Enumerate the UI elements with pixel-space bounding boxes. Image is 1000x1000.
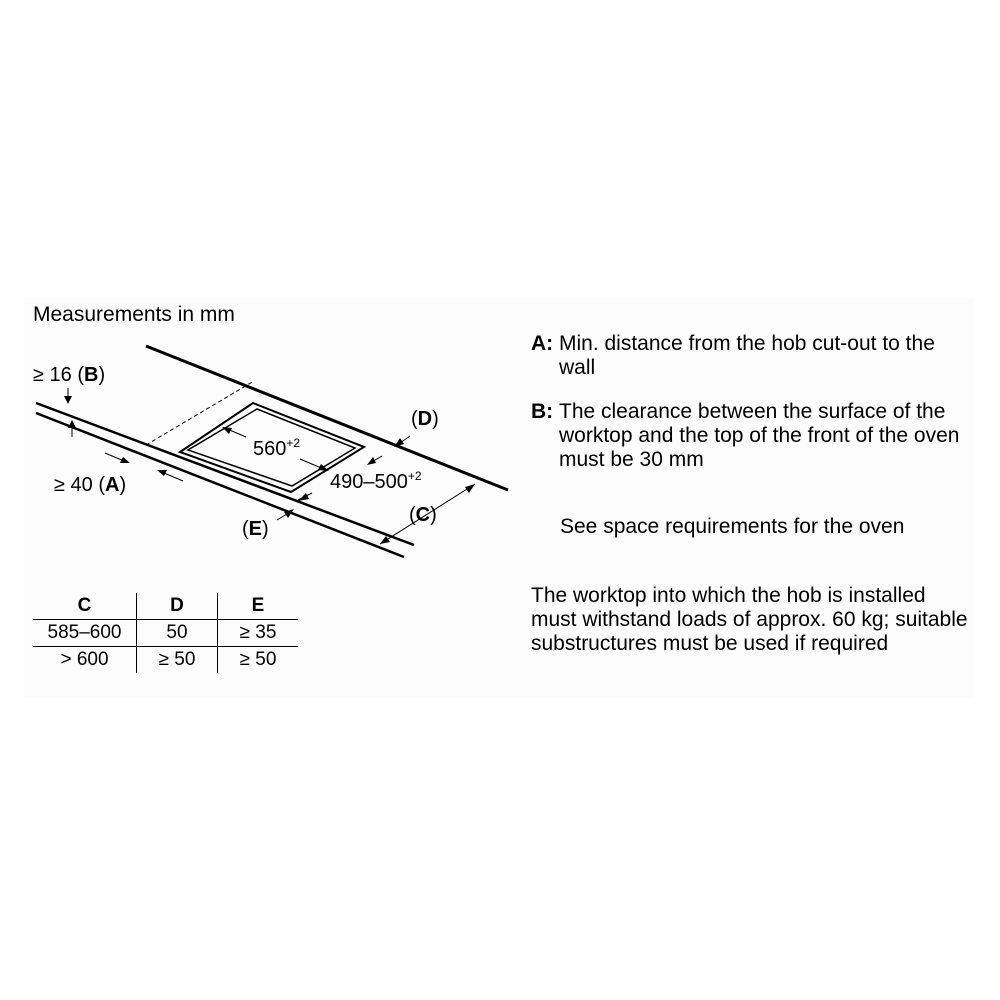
a-arrowhead-right [157, 470, 167, 476]
table-row [33, 620, 298, 647]
table-cell: > 600 [33, 647, 137, 674]
a-arrowhead-left [120, 457, 130, 463]
table-cell: ≥ 35 [218, 620, 299, 647]
table-cell: ≥ 50 [137, 647, 218, 674]
cutout-width-arrowhead-left [222, 427, 232, 434]
space-requirements-note: See space requirements for the oven [560, 515, 905, 538]
note-a [531, 332, 935, 379]
cutout-depth-arrowhead-lower [298, 493, 309, 501]
table-cell: 585–600 [33, 620, 137, 647]
worktop-back-edge [146, 346, 508, 490]
label-d: (D) [411, 408, 439, 430]
label-e: (E) [242, 518, 269, 540]
note-b-text: The clearance between the surface of the worktop and the top of the front of the oven must be 30 mm [559, 400, 960, 471]
note-b-key: B: [531, 400, 554, 423]
e-arrow [277, 514, 287, 520]
page-title: Measurements in mm [33, 303, 235, 326]
table-header-row [33, 593, 298, 620]
table-header-c: C [33, 593, 137, 620]
label-b: ≥ 16 (B) [33, 364, 106, 386]
b-arrowhead-bottom [68, 420, 76, 428]
cutout-width-label: $560^{+2}$ [253, 436, 301, 460]
table-cell: ≥ 50 [239, 649, 277, 670]
worktop-load-note: The worktop into which the hob is installed must withstand loads of approx. 60 kg; suitable substructures must be used if required [531, 584, 968, 655]
note-a-key: A: [531, 332, 554, 355]
a-arrow-left [105, 453, 124, 461]
c-arrowhead-bottom [380, 536, 390, 544]
table-header-e: E [218, 593, 299, 620]
label-c: (C) [409, 504, 437, 526]
a-arrow-right [164, 473, 183, 481]
note-b [531, 400, 960, 471]
table-cell: 50 [137, 620, 218, 647]
table-row [33, 647, 298, 674]
cutout-depth-arrowhead-upper [367, 457, 376, 465]
note-a-text: Min. distance from the hob cut-out to the wall [559, 332, 935, 379]
clearance-table [33, 593, 298, 673]
label-a: ≥ 40 (A) [54, 474, 127, 496]
table-header-d: D [137, 593, 218, 620]
b-arrowhead-top [64, 396, 72, 404]
c-arrowhead-top [465, 484, 475, 493]
cutout-depth-label: $490-500^{+2}$ [330, 469, 422, 493]
